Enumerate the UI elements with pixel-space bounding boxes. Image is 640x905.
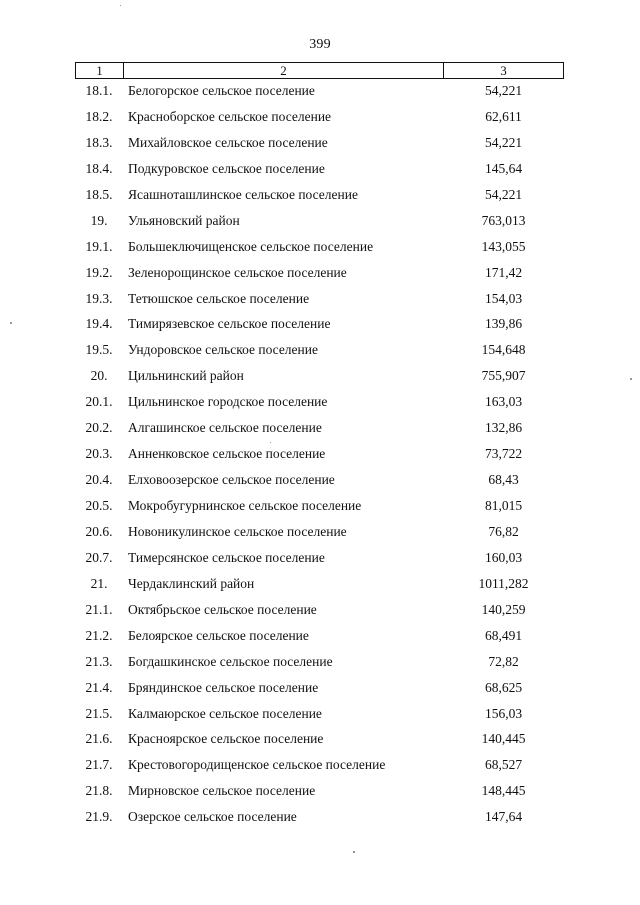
table-row: [0, 675, 640, 701]
scan-speck: [10, 322, 12, 324]
row-value: 160,03: [484, 549, 523, 565]
row-name: Михайловское сельское поселение: [128, 134, 328, 150]
row-number: 21.7.: [85, 757, 113, 773]
row-name: Белогорское сельское поселение: [128, 83, 315, 98]
row-value: 145,64: [484, 160, 523, 176]
table-row: [0, 286, 640, 312]
row-value: 148,445: [481, 783, 526, 799]
table-row: [0, 104, 640, 130]
table-row: [0, 311, 640, 337]
row-number: 19.: [90, 212, 108, 228]
table-row: [0, 804, 640, 830]
table-row: [0, 752, 640, 778]
row-name: Красноярское сельское поселение: [128, 731, 324, 747]
row-value: 54,221: [484, 134, 523, 150]
row-value: 139,86: [484, 316, 523, 332]
row-number: 18.3.: [85, 134, 113, 150]
row-value: 171,42: [484, 264, 523, 280]
row-number: 21.9.: [85, 809, 113, 825]
table-row: [0, 467, 640, 493]
table-row: [0, 441, 640, 467]
row-value: 143,055: [481, 238, 526, 254]
row-value: 132,86: [484, 420, 523, 436]
table-row: [0, 234, 640, 260]
row-name: Красноборское сельское поселение: [128, 108, 332, 124]
scan-speck: [270, 442, 271, 443]
row-number: 18.4.: [85, 160, 113, 176]
row-value: 140,259: [481, 601, 526, 617]
table-column-header: [75, 62, 564, 79]
column-header-1: 1: [76, 63, 124, 78]
row-number: 21.1.: [85, 601, 113, 617]
table-row: [0, 208, 640, 234]
table-row: [0, 260, 640, 286]
row-number: 18.5.: [85, 186, 113, 202]
table-row: [0, 623, 640, 649]
row-name: Озерское сельское поселение: [128, 809, 297, 825]
row-name: Крестовогородищенское сельское поселение: [128, 757, 386, 773]
row-value: 54,221: [484, 186, 523, 202]
row-value: 147,64: [484, 809, 523, 825]
row-name: Елховоозерское сельское поселение: [128, 472, 335, 488]
row-number: 19.2.: [85, 264, 113, 280]
table-row: [0, 545, 640, 571]
row-name: Зеленорощинское сельское поселение: [128, 264, 347, 280]
row-number: 21.6.: [85, 731, 113, 747]
scan-speck: [353, 851, 355, 853]
row-value: 68,625: [484, 679, 523, 695]
page-number: 399: [309, 37, 331, 52]
row-value: 140,445: [481, 731, 526, 747]
row-number: 20.1.: [85, 394, 113, 410]
row-name: Тимирязевское сельское поселение: [128, 316, 331, 332]
row-name: Алгашинское сельское поселение: [128, 420, 322, 436]
row-number: 19.5.: [85, 342, 113, 358]
row-number: 20.: [90, 368, 108, 384]
row-value: 81,015: [484, 498, 523, 513]
row-name: Тимерсянское сельское поселение: [128, 549, 325, 565]
row-name: Ульяновский район: [128, 212, 240, 228]
row-number: 18.2.: [85, 108, 113, 124]
column-header-2: 2: [124, 63, 444, 78]
row-number: 19.1.: [85, 238, 113, 254]
row-name: Мирновское сельское поселение: [128, 783, 316, 799]
row-name: Богдашкинское сельское поселение: [128, 653, 333, 669]
row-name: Ясашноташлинское сельское поселение: [128, 186, 358, 202]
row-number: 21.3.: [85, 653, 113, 669]
table-row: [0, 597, 640, 623]
table-row: [0, 337, 640, 363]
row-number: 21.8.: [85, 783, 113, 799]
column-header-3: 3: [500, 63, 507, 78]
row-value: 755,907: [481, 368, 526, 384]
row-number: 21.2.: [85, 627, 113, 643]
table-row: [0, 130, 640, 156]
table-row: [0, 649, 640, 675]
row-value: 54,221: [484, 83, 523, 98]
row-number: 21.5.: [85, 705, 113, 721]
row-name: Чердаклинский район: [128, 575, 255, 591]
row-name: Цильнинский район: [128, 368, 244, 384]
scan-speck: [630, 378, 632, 380]
table-row: [0, 156, 640, 182]
table-row: [0, 701, 640, 727]
row-number: 20.2.: [85, 420, 113, 436]
row-number: 21.: [90, 575, 108, 591]
row-value: 156,03: [484, 705, 523, 721]
row-value: 154,03: [484, 290, 523, 306]
row-value: 73,722: [484, 446, 523, 462]
row-name: Тетюшское сельское поселение: [128, 290, 310, 306]
row-name: Большеключищенское сельское поселение: [128, 238, 374, 254]
row-number: 20.4.: [85, 472, 113, 488]
table-row: [0, 415, 640, 441]
table-row: [0, 78, 640, 104]
row-name: Октябрьское сельское поселение: [128, 601, 317, 617]
row-number: 20.6.: [85, 523, 113, 539]
row-name: Белоярское сельское поселение: [128, 627, 309, 643]
row-name: Калмаюрское сельское поселение: [128, 705, 322, 721]
row-number: 20.5.: [85, 498, 113, 513]
row-name: Анненковское сельское поселение: [128, 446, 326, 462]
row-value: 72,82: [488, 653, 519, 669]
table-row: [0, 571, 640, 597]
row-number: 20.3.: [85, 446, 113, 462]
row-name: Цильнинское городское поселение: [128, 394, 328, 410]
table-row: [0, 726, 640, 752]
row-name: Ундоровское сельское поселение: [128, 342, 318, 358]
row-number: 21.4.: [85, 679, 113, 695]
row-number: 18.1.: [85, 83, 113, 98]
row-value: 68,43: [488, 472, 519, 488]
row-value: 68,527: [484, 757, 523, 773]
row-value: 763,013: [481, 212, 526, 228]
row-value: 154,648: [481, 342, 526, 358]
row-value: 76,82: [488, 523, 519, 539]
row-name: Новоникулинское сельское поселение: [128, 523, 347, 539]
scan-speck: [120, 5, 121, 6]
row-value: 68,491: [484, 627, 523, 643]
row-name: Бряндинское сельское поселение: [128, 679, 319, 695]
row-name: Мокробугурнинское сельское поселение: [128, 498, 362, 513]
table-row: [0, 778, 640, 804]
row-value: 1011,282: [478, 575, 529, 591]
table-row: [0, 182, 640, 208]
table-row: [0, 363, 640, 389]
table-row: [0, 519, 640, 545]
table-body: [0, 78, 640, 830]
table-row: [0, 389, 640, 415]
row-number: 19.3.: [85, 290, 113, 306]
row-number: 20.7.: [85, 549, 113, 565]
row-value: 62,611: [485, 108, 522, 124]
row-value: 163,03: [484, 394, 523, 410]
table-row: [0, 493, 640, 519]
row-name: Подкуровское сельское поселение: [128, 160, 325, 176]
row-number: 19.4.: [85, 316, 113, 332]
